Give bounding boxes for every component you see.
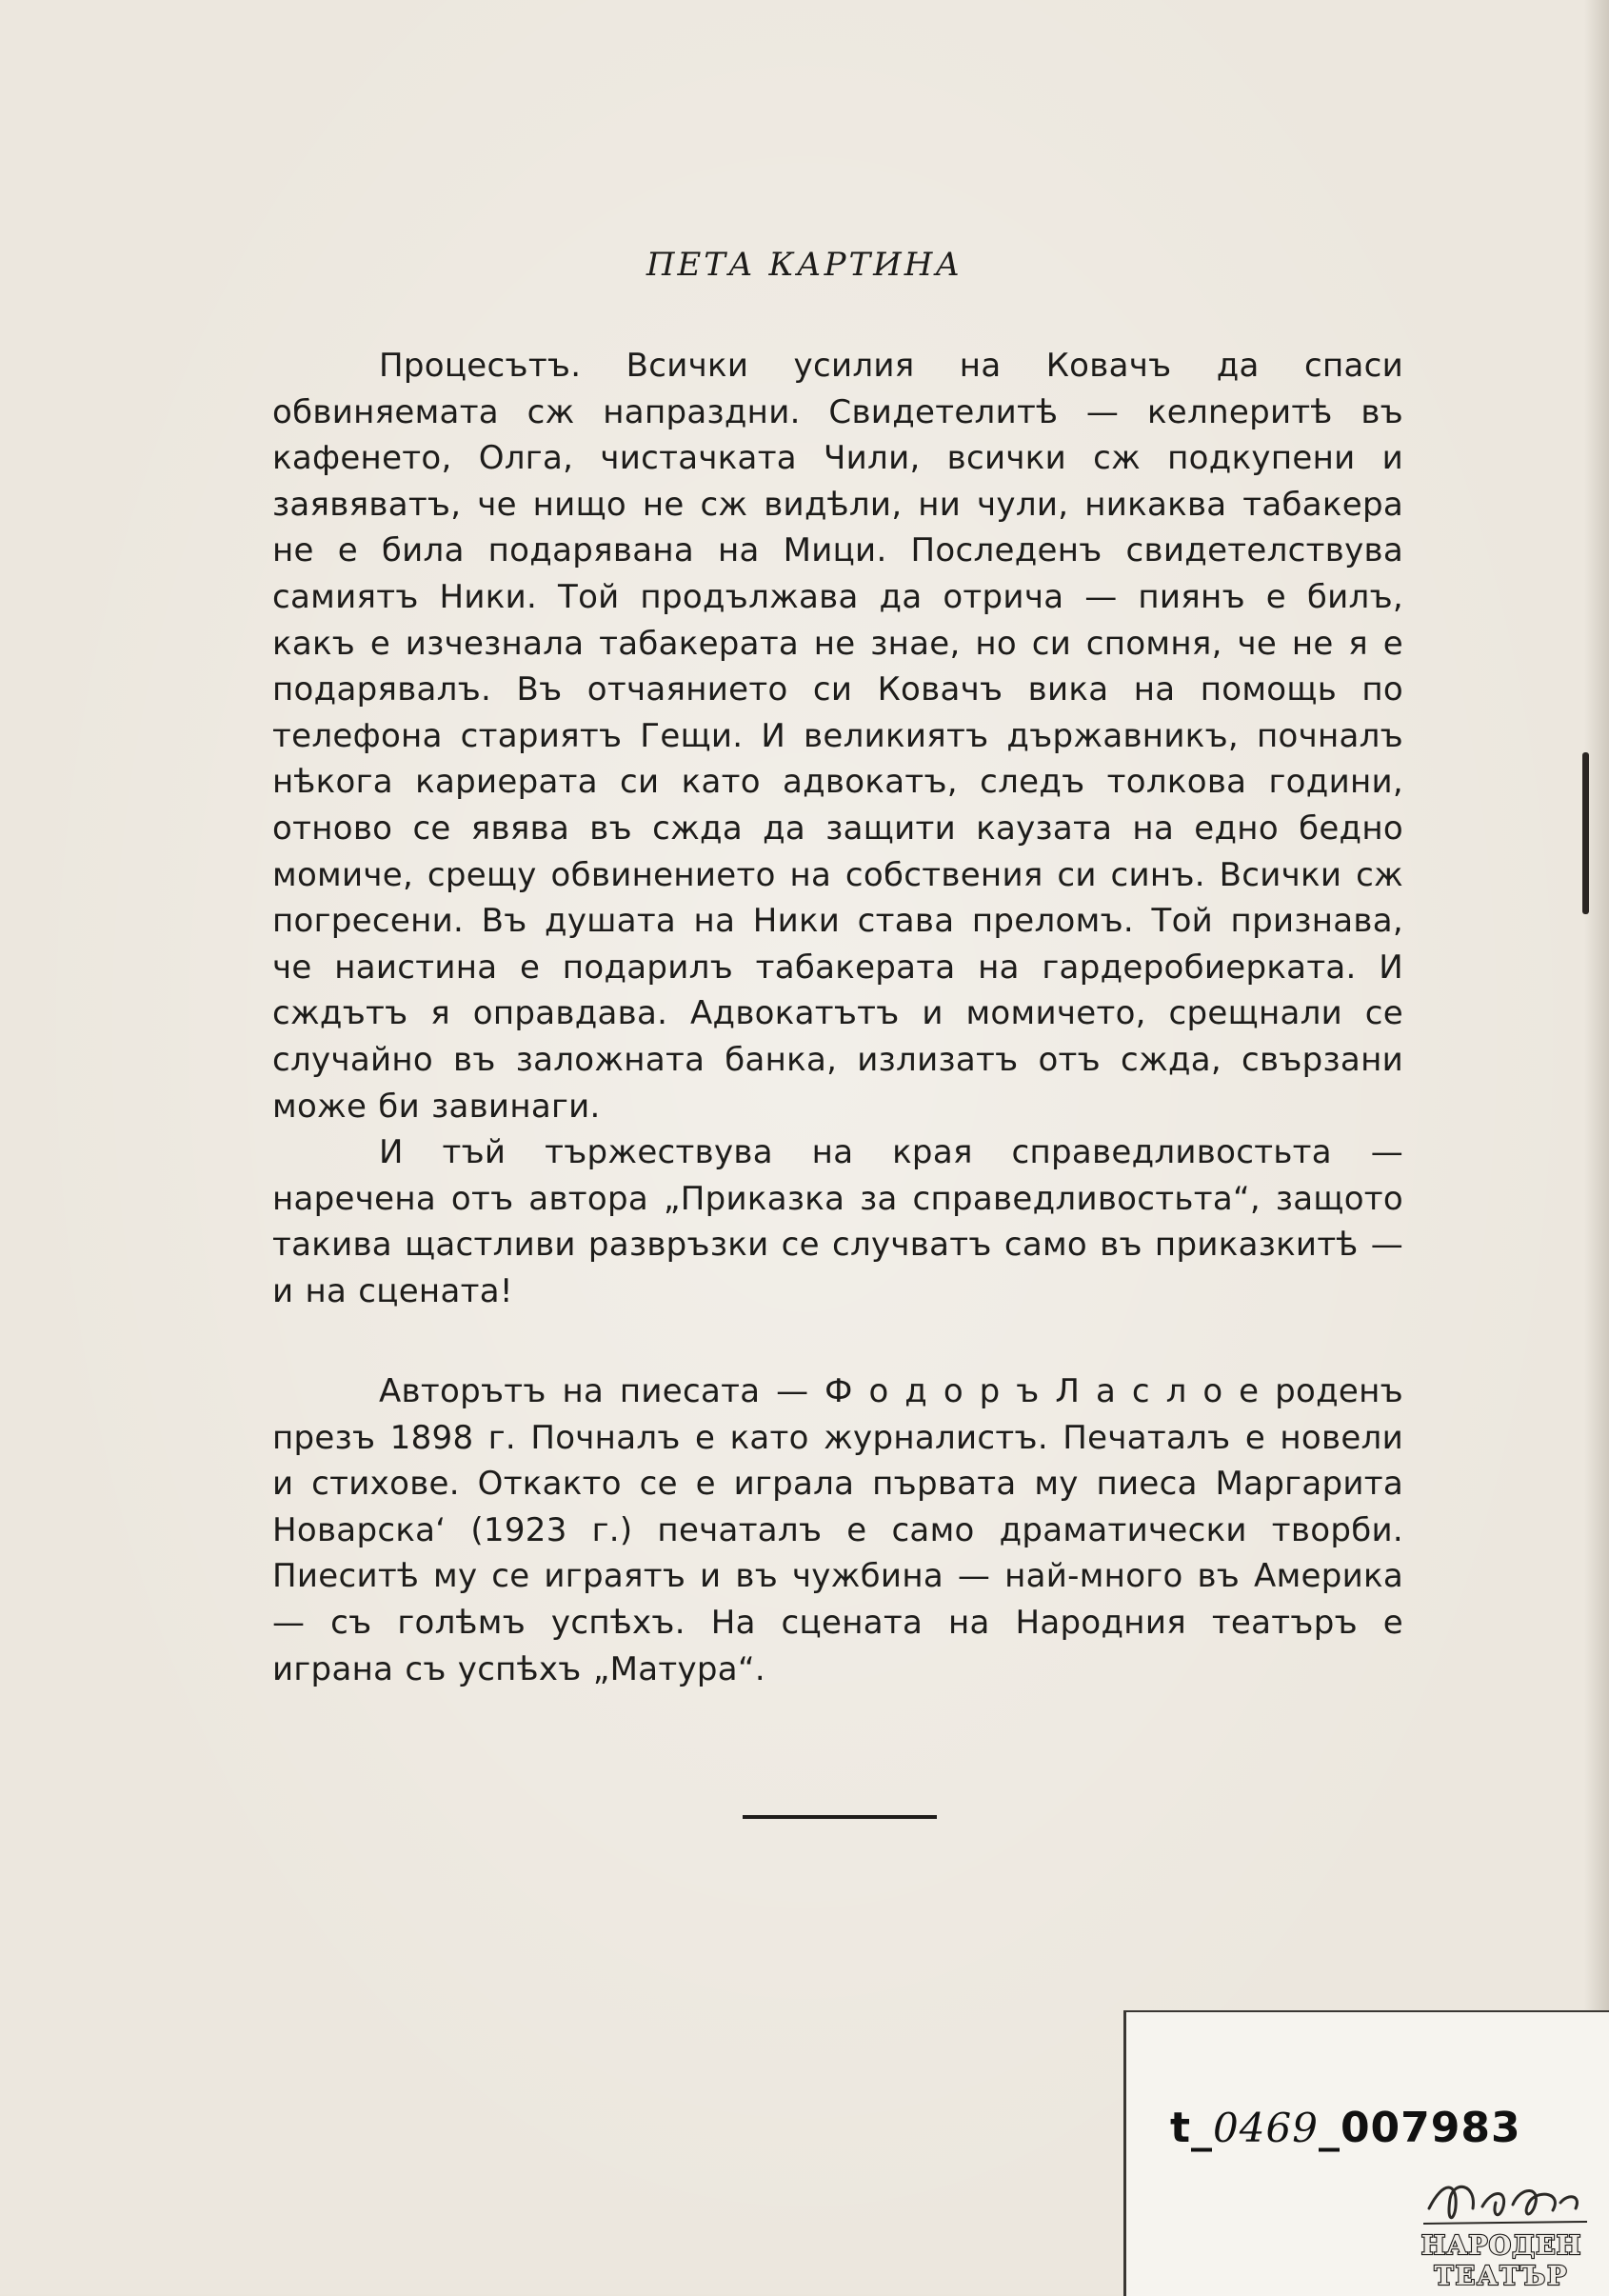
stamp-signature-underline: [1423, 2222, 1587, 2224]
catalog-suffix: _007983: [1318, 2104, 1521, 2152]
end-divider: [743, 1815, 937, 1819]
synopsis-paragraph-1: Процесътъ. Всички усилия на Ковачъ да спаси обвиняемата сж напраздни. Свидетелитѣ — келneритѣ въ кафенето, Олга, чистачката Чили, всички сж подкупени и заявяватъ, че нищо не сж видѣли, ни чули, никаква табакера не е била подарявана на Мици. Последенъ свидетелствува самиятъ Ники. Той продължава да отрича — пиянъ е билъ, какъ е изчезнала табакерата не знае, но си спомня, че не я е подарявалъ. Въ отчаянието си Ковачъ вика на помощь по телефона стариятъ Гещи. И великиятъ държавникъ, почналъ нѣкога кариерата си като адвокатъ, следъ толкова години, отново се явява въ сжда да защити каузата на едно бедно момиче, срещу обвинението на собствения си синъ. Всички сж погресени. Въ душата на Ники става преломъ. Той признава, че наистина е подарилъ табакерата на гардеробиерката. И сждътъ я оправдава. Адвокатътъ и момичето, срещнали се случайно въ заложната банка, излизатъ отъ сжда, свързани може би завинаги.: [272, 347, 1403, 1126]
section-title: ПЕТА КАРТИНА: [646, 246, 963, 284]
stamp-line2: ТЕАТЪР: [1434, 2262, 1569, 2291]
author-note-paragraph: Авторътъ на пиесата — Ф о д о р ъ Л а с л о е роденъ презъ 1898 г. Почналъ е като журналистъ. Печаталъ е новели и стихове. Откакто се е играла първата му пиеса Маргарита Новарска‘ (1923 г.) печаталъ е само драматически творби. Пиеситѣ му се играятъ и въ чужбина — най-много въ Америка — съ голѣмъ успѣхъ. На сцената на Народния театъръ е играна съ успѣхъ „Матура“.: [272, 1372, 1403, 1688]
synopsis-block: [272, 343, 1403, 1314]
catalog-number: [1170, 2104, 1521, 2152]
binding-mark: [1582, 752, 1589, 914]
stamp-line1: НАРОДЕН: [1420, 2231, 1582, 2261]
national-theatre-stamp: [1400, 2170, 1602, 2296]
catalog-label: [1123, 2010, 1609, 2296]
stamp-signature-icon: [1429, 2186, 1577, 2217]
synopsis-paragraph-2: И тъй тържествува на края справедливостьта — наречена отъ автора „Приказка за справедливостьта“, защото такива щастливи развръзки се случватъ само въ приказкитѣ — и на сцената!: [272, 1133, 1403, 1310]
catalog-handwritten-part: 0469: [1213, 2105, 1319, 2151]
page-edge-shadow: [1584, 0, 1609, 2294]
catalog-prefix: t_: [1170, 2104, 1214, 2152]
author-note-block: [272, 1368, 1403, 1692]
